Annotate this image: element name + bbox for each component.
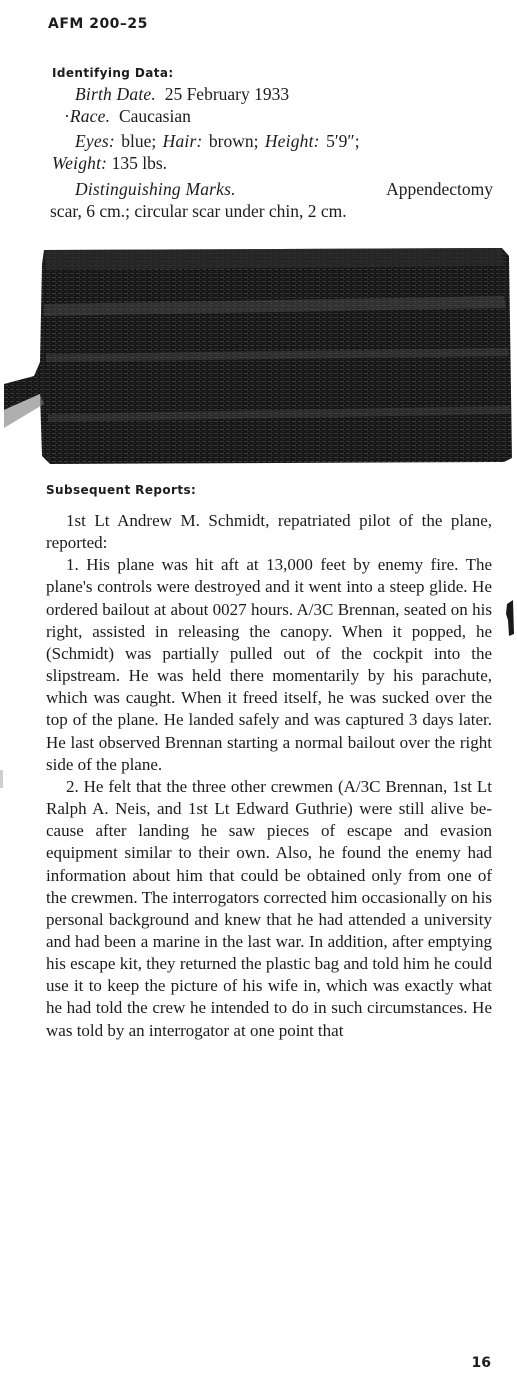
weight-line (52, 152, 167, 174)
birth-date-line (75, 83, 289, 105)
height-label: Height: (264, 131, 320, 151)
weight-label: Weight: (52, 153, 108, 173)
bullet-mark: · (64, 106, 70, 126)
hair-label: Hair: (162, 131, 203, 151)
page-number: 16 (471, 1355, 491, 1371)
race-value: Caucasian (118, 106, 191, 126)
race-line (64, 105, 191, 127)
redaction-block (4, 244, 514, 469)
margin-mark (506, 598, 515, 638)
height-value: 5′9″; (326, 131, 360, 151)
weight-value: 135 lbs. (111, 153, 168, 173)
birth-date-label: Birth Date. (75, 84, 156, 104)
report-body (46, 510, 492, 1042)
marks-value-1: Appendectomy (386, 179, 493, 199)
hair-value: brown; (208, 131, 259, 151)
eyes-value: blue; (121, 131, 157, 151)
report-paragraph-2: 2. He felt that the three other crewmen (A/3C Brennan, 1st Lt Ralph A. Neis, and 1st Lt Edward Guthrie) were still alive because after landing he saw pieces of escape and evasion equipment similar to their own. Also, he found the enemy had information about him that could be obtained only from one of the crewmen. The interrogators corrected him occasionally on his personal background and knew that he had attended a university and had been a marine in the last war. In addition, after emptying his escape kit, they returned the plastic bag and told him he could use it to keep the picture of his wife in, which was exactly what he had told the crew he intended to do in such circumstances. He was told by an interrogator at one point that (46, 776, 492, 1040)
birth-date-value: 25 February 1933 (164, 84, 290, 104)
identifying-data-label: Identifying Data: (52, 66, 174, 80)
marks-line (75, 178, 493, 200)
marks-label: Distinguishing Marks. (75, 179, 236, 199)
form-number: AFM 200–25 (48, 16, 148, 32)
subsequent-reports-label: Subsequent Reports: (46, 483, 197, 497)
eyes-label: Eyes: (75, 131, 115, 151)
report-paragraph-1: 1. His plane was hit aft at 13,000 feet by enemy fire. The plane's controls were destroyed and it went into a steep glide. He ordered bailout at about 0027 hours. A/3C Brennan, seated on his right, assisted in releasing the canopy. When it popped, he (Schmidt) was partially pulled out of the cockpit into the slipstream. He was held there momentarily by his parachute, which was caught. When it freed itself, he was sucked over the top of the plane. He landed safely and was captured 3 days later. He last observed Brennan starting a normal bailout over the right side of the plane. (46, 555, 492, 774)
marks-line-2: scar, 6 cm.; circular scar under chin, 2 cm. (50, 201, 347, 221)
physical-traits-line (75, 130, 360, 152)
scan-edge-mark (0, 770, 3, 788)
report-intro: 1st Lt Andrew M. Schmidt, repatriated pilot of the plane, reported: (46, 511, 492, 553)
race-label: Race. (69, 106, 111, 126)
